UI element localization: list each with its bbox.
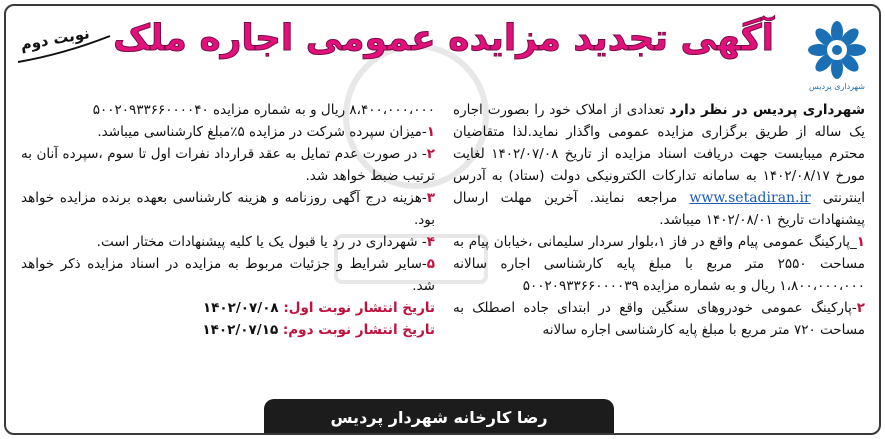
footer: [6, 395, 879, 433]
page-title: آگهی تجدید مزایده عمومی اجاره ملک: [113, 18, 774, 59]
publish-date-1: [21, 297, 435, 319]
condition-4: [21, 231, 435, 253]
condition-1-number: ۱: [426, 124, 435, 140]
publish-date-1-value: ۱۴۰۲/۰۷/۰۸: [202, 300, 284, 316]
mayor-signature: رضا کارخانه شهردار پردیس: [330, 408, 548, 427]
intro-paragraph: [453, 99, 865, 231]
condition-1: [21, 121, 435, 143]
condition-2-number: ۲: [426, 146, 435, 162]
intro-text: تعدادی از املاک خود را بصورت اجاره یک ساله از طریق برگزاری مزایده عمومی واگذار نماید.لذا متقاضیان محترم میبایست جهت دریافت اسناد مزایده از تاریخ ۱۴۰۲/۰۷/۰۸ لغایت مورخ ۱۴۰۲/۰۸/۱۷ به سامانه تدارکات الکترونیکی دولت (ستاد) به آدرس اینترنتی: [453, 102, 865, 206]
condition-5-number: ۵: [426, 256, 435, 272]
condition-5: [21, 253, 435, 297]
condition-5-text: -سایر شرایط و جزئیات مربوط به مزایده در اسناد مزایده ذکر خواهد شد.: [21, 256, 435, 294]
publish-date-2-value: ۱۴۰۲/۰۷/۱۵: [202, 322, 283, 338]
logo-caption: شهرداری پردیس: [809, 82, 865, 91]
condition-4-number: ۴: [426, 234, 435, 250]
condition-2-text: - در صورت عدم تمایل به عقد قرارداد نفرات اول تا سوم ،سپرده آنان به ترتیب ضبط خواهد شد.: [21, 146, 435, 184]
setad-link[interactable]: www.setadiran.ir: [689, 190, 811, 206]
condition-3: [21, 187, 435, 231]
item-2-continued: ۸،۴۰۰،۰۰۰،۰۰۰ ریال و به شماره مزایده ۵۰۰۲۰۹۳۳۶۶۰۰۰۰۴۰: [92, 102, 435, 118]
intro-end: مراجعه نمایند. آخرین مهلت ارسال پیشنهادات تاریخ ۱۴۰۲/۰۸/۰۱ میباشد.: [453, 190, 865, 228]
condition-2: [21, 143, 435, 187]
intro-bold: شهرداری پردیس در نظر دارد: [669, 102, 865, 118]
publish-date-2: [21, 319, 435, 341]
round-tag: نوبت دوم: [18, 24, 91, 54]
notice-frame: [4, 4, 881, 435]
publish-date-1-label: تاریخ انتشار نوبت اول:: [283, 300, 435, 316]
item-2-number: ۲: [856, 300, 865, 316]
item-2-text: -پارکینگ عمومی خودروهای سنگین واقع در ابتدای جاده اصطلک به مساحت ۷۲۰ متر مربع با مبلغ پایه کارشناسی اجاره سالانه: [453, 300, 865, 338]
body-right-column: [453, 99, 865, 341]
item-1-number: ۱: [856, 234, 865, 250]
municipality-logo-icon: [803, 16, 871, 84]
item-1-text: _پارکینگ عمومی پیام واقع در فاز ۱،بلوار سردار سلیمانی ،خیابان پیام به مساحت ۲۵۵۰ متر مربع با مبلغ پایه کارشناسی اجاره سالانه ۱،۸۰۰،۰۰۰،۰۰۰ ریال و به شماره مزایده ۵۰۰۲۰۹۳۳۶۶۰۰۰۰۳۹: [453, 234, 865, 294]
condition-3-number: ۳: [426, 190, 435, 206]
publish-date-2-label: تاریخ انتشار نوبت دوم:: [282, 322, 435, 338]
condition-1-text: -میزان سپرده شرکت در مزایده ۵٪مبلغ کارشناسی میباشد.: [97, 124, 427, 140]
condition-3-text: -هزینه درج آگهی روزنامه و هزینه کارشناسی بعهده برنده مزایده خواهد بود.: [21, 190, 435, 228]
body-left-column: [21, 99, 435, 341]
item-1: [453, 231, 865, 297]
item-2: [453, 297, 865, 341]
condition-4-text: - شهرداری در رد یا قبول یک یا کلیه پیشنهادات مختار است.: [96, 234, 427, 250]
